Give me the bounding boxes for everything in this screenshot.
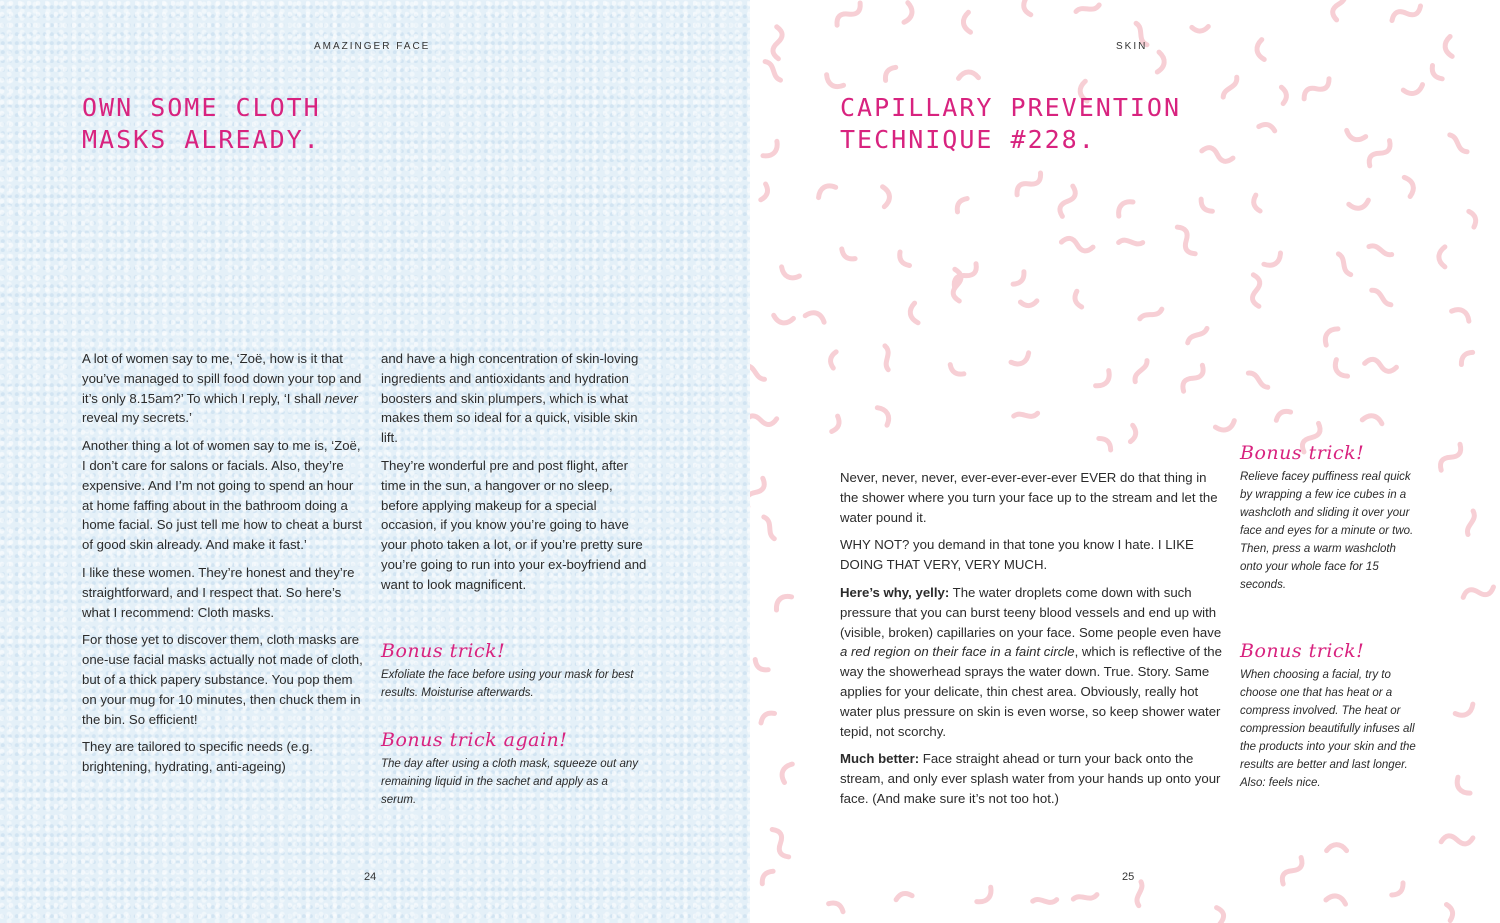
squiggle-mark — [885, 346, 889, 370]
bonus-trick-text: Relieve facey puffiness real quick by wrapping a few ice cubes in a washcloth and sliding it over your face and eyes for a minute or two. Then, press a warm washcloth onto your whole face for 15 seconds. — [1240, 471, 1414, 591]
squiggle-mark — [1439, 247, 1445, 267]
squiggle-mark — [1173, 224, 1199, 256]
bonus-trick-label: Bonus trick! — [381, 640, 506, 662]
running-head: SKIN — [1116, 41, 1148, 52]
squiggle-mark — [779, 762, 792, 783]
squiggle-mark — [773, 315, 794, 324]
running-head: AMAZINGER FACE — [314, 41, 431, 52]
squiggle-mark — [962, 12, 970, 33]
squiggle-mark — [1201, 146, 1234, 163]
squiggle-mark — [1275, 410, 1292, 420]
paragraph: and have a high concentration of skin-loving ingredients and antioxidants and hydration boosters and skin plumpers, which is what makes them so ideal for a quick, visible skin lift. — [381, 351, 639, 446]
squiggle-mark — [1279, 87, 1287, 104]
squiggle-mark — [1254, 195, 1261, 211]
squiggle-mark — [1430, 64, 1442, 81]
squiggle-mark — [1119, 240, 1143, 245]
squiggle-mark — [883, 186, 891, 206]
squiggle-mark — [1248, 371, 1268, 389]
squiggle-mark — [1073, 895, 1097, 900]
squiggle-mark — [1437, 441, 1464, 473]
squiggle-mark — [779, 267, 800, 281]
squiggle-mark — [1256, 40, 1264, 61]
squiggle-mark — [1455, 704, 1475, 719]
squiggle-mark — [1259, 121, 1276, 134]
squiggle-mark — [1444, 37, 1452, 58]
squiggle-mark — [1127, 425, 1139, 442]
squiggle-mark — [1215, 421, 1236, 433]
squiggle-mark — [1222, 77, 1239, 97]
squiggle-mark — [1364, 358, 1397, 372]
paragraph: Much better: Face straight ahead or turn your back onto the stream, and only ever splash water from your hands up onto your face. (And make sure it’s not too hot.) — [840, 751, 1221, 806]
title-line-1: CAPILLARY PREVENTION — [840, 93, 1182, 122]
bonus-trick-text: The day after using a cloth mask, squeeze out any remaining liquid in the sachet and apply as a serum. — [381, 758, 638, 806]
squiggle-mark — [1248, 274, 1263, 307]
squiggle-mark — [750, 476, 767, 509]
squiggle-mark — [764, 516, 775, 539]
squiggle-mark — [1264, 253, 1284, 269]
squiggle-mark — [1338, 253, 1351, 276]
paragraph: Another thing a lot of women say to me is, ‘Zoë, I don’t care for salons or facials. Also, they’re expensive. And I’m not going to spend an hour at home faffing about in the bathroom doing a home facial. So just tell me how to cheat a burst of good skin already. And make it fast.’ — [82, 438, 363, 553]
squiggle-mark — [759, 711, 776, 723]
body-column — [840, 468, 1222, 817]
squiggle-mark — [1075, 291, 1082, 307]
squiggle-mark — [896, 893, 912, 899]
squiggle-mark — [1362, 414, 1383, 424]
squiggle-mark — [1061, 237, 1094, 252]
bonus-trick-label: Bonus trick! — [1240, 442, 1365, 464]
squiggle-mark — [1199, 197, 1212, 214]
body-column-2 — [381, 349, 651, 603]
squiggle-mark — [1096, 371, 1114, 390]
squiggle-mark — [1136, 882, 1143, 906]
squiggle-mark — [1369, 244, 1392, 256]
squiggle-mark — [753, 657, 768, 673]
squiggle-mark — [1011, 353, 1031, 368]
squiggle-mark — [1157, 52, 1165, 72]
squiggle-mark — [768, 827, 793, 860]
squiggle-mark — [750, 364, 765, 381]
paragraph: They are tailored to specific needs (e.g. brightening, hydrating, anti-ageing) — [82, 739, 313, 775]
bonus-trick-text: Exfoliate the face before using your mask for best results. Moisturise afterwards. — [381, 669, 634, 699]
title-line-2: TECHNIQUE #228. — [840, 125, 1096, 154]
squiggle-mark — [1332, 0, 1346, 21]
squiggle-mark — [1446, 905, 1453, 921]
paragraph: Never, never, never, ever-ever-ever-ever EVER do that thing in the shower where you turn your face up to the stream and let the water pound it. — [840, 470, 1218, 525]
squiggle-mark — [1390, 883, 1407, 897]
squiggle-mark — [1403, 85, 1424, 96]
squiggle-mark — [1033, 899, 1057, 902]
squiggle-mark — [1345, 130, 1366, 142]
squiggle-mark — [1326, 894, 1347, 904]
squiggle-mark — [1279, 855, 1305, 887]
squiggle-mark — [1014, 169, 1044, 198]
squiggle-mark — [829, 899, 845, 914]
squiggle-mark — [1327, 845, 1347, 851]
bonus-trick-label: Bonus trick again! — [381, 729, 568, 751]
squiggle-mark — [1115, 198, 1133, 216]
squiggle-mark — [1139, 309, 1163, 320]
page-number: 25 — [1122, 871, 1135, 883]
body-column-1 — [82, 349, 364, 785]
squiggle-mark — [1058, 184, 1078, 218]
squiggle-mark — [904, 3, 914, 24]
bonus-trick-box — [1240, 442, 1420, 594]
paragraph: They’re wonderful pre and post flight, after time in the sun, a hangover or no sleep, before applying makeup for a special occasion, if you know you’re going to have your photo taken a lot, or if you’re pretty sure you’re going to run into your ex-boyfriend and want to look magnificent. — [381, 457, 647, 592]
squiggle-mark — [1458, 351, 1475, 365]
page-number: 24 — [364, 871, 377, 883]
squiggle-mark — [1469, 211, 1476, 227]
squiggle-mark — [1453, 777, 1470, 797]
squiggle-mark — [1212, 906, 1229, 923]
paragraph: A lot of women say to me, ‘Zoë, how is it that you’ve managed to spill food down your top and it’s only 8.15am?’ To which I reply, ‘I shall never reveal my secrets.’ — [82, 351, 362, 426]
squiggle-mark — [840, 246, 855, 262]
right-page — [750, 0, 1500, 923]
bonus-trick-box — [1240, 640, 1420, 792]
squiggle-mark — [828, 416, 842, 433]
squiggle-mark — [1020, 298, 1037, 307]
squiggle-mark — [1404, 176, 1416, 197]
squiggle-mark — [834, 0, 864, 29]
squiggle-mark — [805, 310, 826, 322]
squiggle-mark — [977, 887, 995, 906]
squiggle-mark — [763, 141, 781, 160]
squiggle-mark — [1076, 5, 1100, 12]
squiggle-mark — [1186, 328, 1208, 343]
squiggle-mark — [1462, 582, 1496, 602]
squiggle-mark — [823, 75, 843, 91]
squiggle-mark — [1441, 833, 1474, 847]
squiggle-mark — [898, 251, 910, 268]
paragraph: For those yet to discover them, cloth masks are one-use facial masks actually not made of cloth, but of a thick papery substance. You pop them on your mug for 10 minutes, then chuck them in the bin. So efficient! — [82, 632, 363, 727]
squiggle-mark — [1349, 200, 1370, 210]
squiggle-mark — [909, 303, 918, 324]
bonus-trick-label: Bonus trick! — [1240, 640, 1365, 662]
paragraph: WHY NOT? you demand in that tone you know I hate. I LIKE DOING THAT VERY, VERY MUCH. — [840, 537, 1194, 573]
squiggle-mark — [1449, 134, 1467, 154]
title-line-1: OWN SOME CLOTH — [82, 93, 321, 122]
squiggle-mark — [1180, 362, 1207, 394]
squiggle-mark — [877, 405, 892, 425]
squiggle-mark — [958, 72, 978, 79]
page-title — [82, 92, 321, 156]
squiggle-mark — [953, 197, 969, 212]
squiggle-mark — [1133, 360, 1149, 381]
squiggle-mark — [1466, 511, 1476, 535]
squiggle-mark — [1099, 435, 1113, 452]
squiggle-mark — [1014, 413, 1038, 417]
squiggle-mark — [757, 184, 771, 201]
squiggle-mark — [772, 27, 784, 59]
squiggle-mark — [1372, 288, 1392, 306]
squiggle-mark — [828, 351, 840, 368]
squiggle-mark — [773, 592, 792, 610]
squiggle-mark — [1331, 360, 1347, 380]
squiggle-mark — [1191, 23, 1208, 32]
bonus-trick-text: When choosing a facial, try to choose one that has heat or a compress involved. The heat or compression beautifully infuses all the products into your skin and the results are better and last longer. Also: feels nice. — [1240, 669, 1416, 789]
squiggle-mark — [1390, 2, 1423, 25]
squiggle-mark — [949, 362, 964, 378]
squiggle-mark — [1301, 75, 1332, 103]
bonus-trick-again-box — [381, 729, 643, 809]
squiggle-mark — [1023, 0, 1031, 15]
squiggle-mark — [1452, 306, 1472, 321]
paragraph: Here’s why, yelly: The water droplets come down with such pressure that you can burst teeny blood vessels and end up with (visible, broken) capillaries on your face. Some people even have a red region on their face in a faint circle, which is reflective of the way the showerhead sprays the water down. True. Story. Same applies for your delicate, thin chest area. Obviously, really hot water plus pressure on skin is even worse, so keep shower water tepid, not scorchy. — [840, 584, 1222, 739]
squiggle-mark — [815, 182, 835, 197]
squiggle-mark — [750, 414, 777, 427]
squiggle-mark — [765, 60, 781, 81]
squiggle-mark — [1011, 272, 1028, 286]
squiggle-mark — [882, 66, 898, 81]
squiggle-mark — [1366, 138, 1394, 169]
page-title — [840, 92, 1181, 156]
squiggle-mark — [1321, 325, 1338, 345]
squiggle-mark — [759, 869, 776, 883]
bonus-trick-box — [381, 640, 643, 702]
paragraph: I like these women. They’re honest and they’re straightforward, and I respect that. So here’s what I recommend: Cloth masks. — [82, 564, 355, 620]
title-line-2: MASKS ALREADY. — [82, 125, 321, 154]
